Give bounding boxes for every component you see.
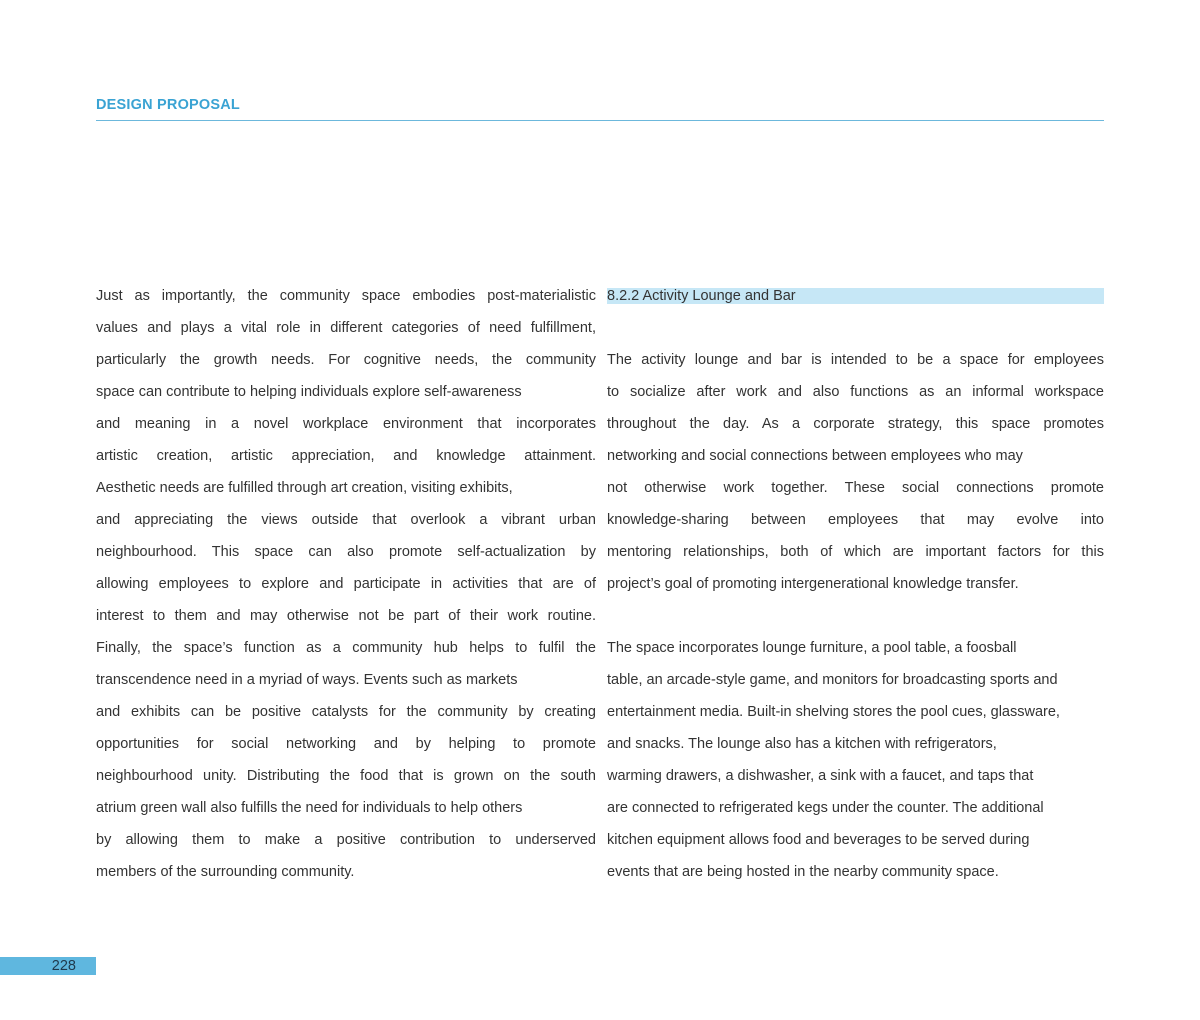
text-line: mentoring relationships, both of which are important factors for this xyxy=(607,544,1104,560)
text-line: The activity lounge and bar is intended to be a space for employees xyxy=(607,352,1104,368)
text-line: The space incorporates lounge furniture, a pool table, a foosball xyxy=(607,640,1017,656)
text-line: are connected to refrigerated kegs under the counter. The additional xyxy=(607,800,1044,816)
text-line: and appreciating the views outside that overlook a vibrant urban xyxy=(96,512,596,528)
text-line: kitchen equipment allows food and beverages to be served during xyxy=(607,832,1030,848)
text-line: project’s goal of promoting intergenerational knowledge transfer. xyxy=(607,576,1019,592)
page-header xyxy=(96,96,1104,114)
page-number-tab xyxy=(0,957,96,975)
text-line: and snacks. The lounge also has a kitchen with refrigerators, xyxy=(607,736,997,752)
left-text-column xyxy=(96,280,596,888)
text-line: not otherwise work together. These social connections promote xyxy=(607,480,1104,496)
spacer xyxy=(607,600,1104,632)
text-line: artistic creation, artistic appreciation, and knowledge attainment. xyxy=(96,448,596,464)
text-line: atrium green wall also fulfills the need for individuals to help others xyxy=(96,800,523,816)
text-line: particularly the growth needs. For cognitive needs, the community xyxy=(96,352,596,368)
text-line: neighbourhood unity. Distributing the food that is grown on the south xyxy=(96,768,596,784)
right-text-column xyxy=(607,280,1104,888)
text-line: to socialize after work and also functions as an informal workspace xyxy=(607,384,1104,400)
text-line: Just as importantly, the community space embodies post-materialistic xyxy=(96,288,596,304)
text-line: space can contribute to helping individuals explore self-awareness xyxy=(96,384,522,400)
text-line: and exhibits can be positive catalysts for the community by creating xyxy=(96,704,596,720)
text-line: Aesthetic needs are fulfilled through art creation, visiting exhibits, xyxy=(96,480,513,496)
text-line: entertainment media. Built-in shelving stores the pool cues, glassware, xyxy=(607,704,1060,720)
text-line: opportunities for social networking and by helping to promote xyxy=(96,736,596,752)
section-title: DESIGN PROPOSAL xyxy=(96,97,240,113)
text-line: members of the surrounding community. xyxy=(96,864,355,880)
text-line: knowledge-sharing between employees that may evolve into xyxy=(607,512,1104,528)
text-line: networking and social connections between employees who may xyxy=(607,448,1023,464)
text-line: allowing employees to explore and participate in activities that are of xyxy=(96,576,596,592)
text-line: neighbourhood. This space can also promote self-actualization by xyxy=(96,544,596,560)
text-line: throughout the day. As a corporate strategy, this space promotes xyxy=(607,416,1104,432)
text-line: events that are being hosted in the nearby community space. xyxy=(607,864,999,880)
subsection-heading: 8.2.2 Activity Lounge and Bar xyxy=(607,288,1104,304)
text-line: Finally, the space’s function as a community hub helps to fulfil the xyxy=(96,640,596,656)
page-number: 228 xyxy=(51,958,76,974)
text-line: interest to them and may otherwise not be part of their work routine. xyxy=(96,608,596,624)
text-line: values and plays a vital role in different categories of need fulfillment, xyxy=(96,320,596,336)
text-line: by allowing them to make a positive contribution to underserved xyxy=(96,832,596,848)
header-divider xyxy=(96,120,1104,121)
text-line: and meaning in a novel workplace environment that incorporates xyxy=(96,416,596,432)
spacer xyxy=(607,312,1104,344)
text-line: warming drawers, a dishwasher, a sink with a faucet, and taps that xyxy=(607,768,1034,784)
text-line: table, an arcade-style game, and monitors for broadcasting sports and xyxy=(607,672,1058,688)
text-line: transcendence need in a myriad of ways. Events such as markets xyxy=(96,672,518,688)
